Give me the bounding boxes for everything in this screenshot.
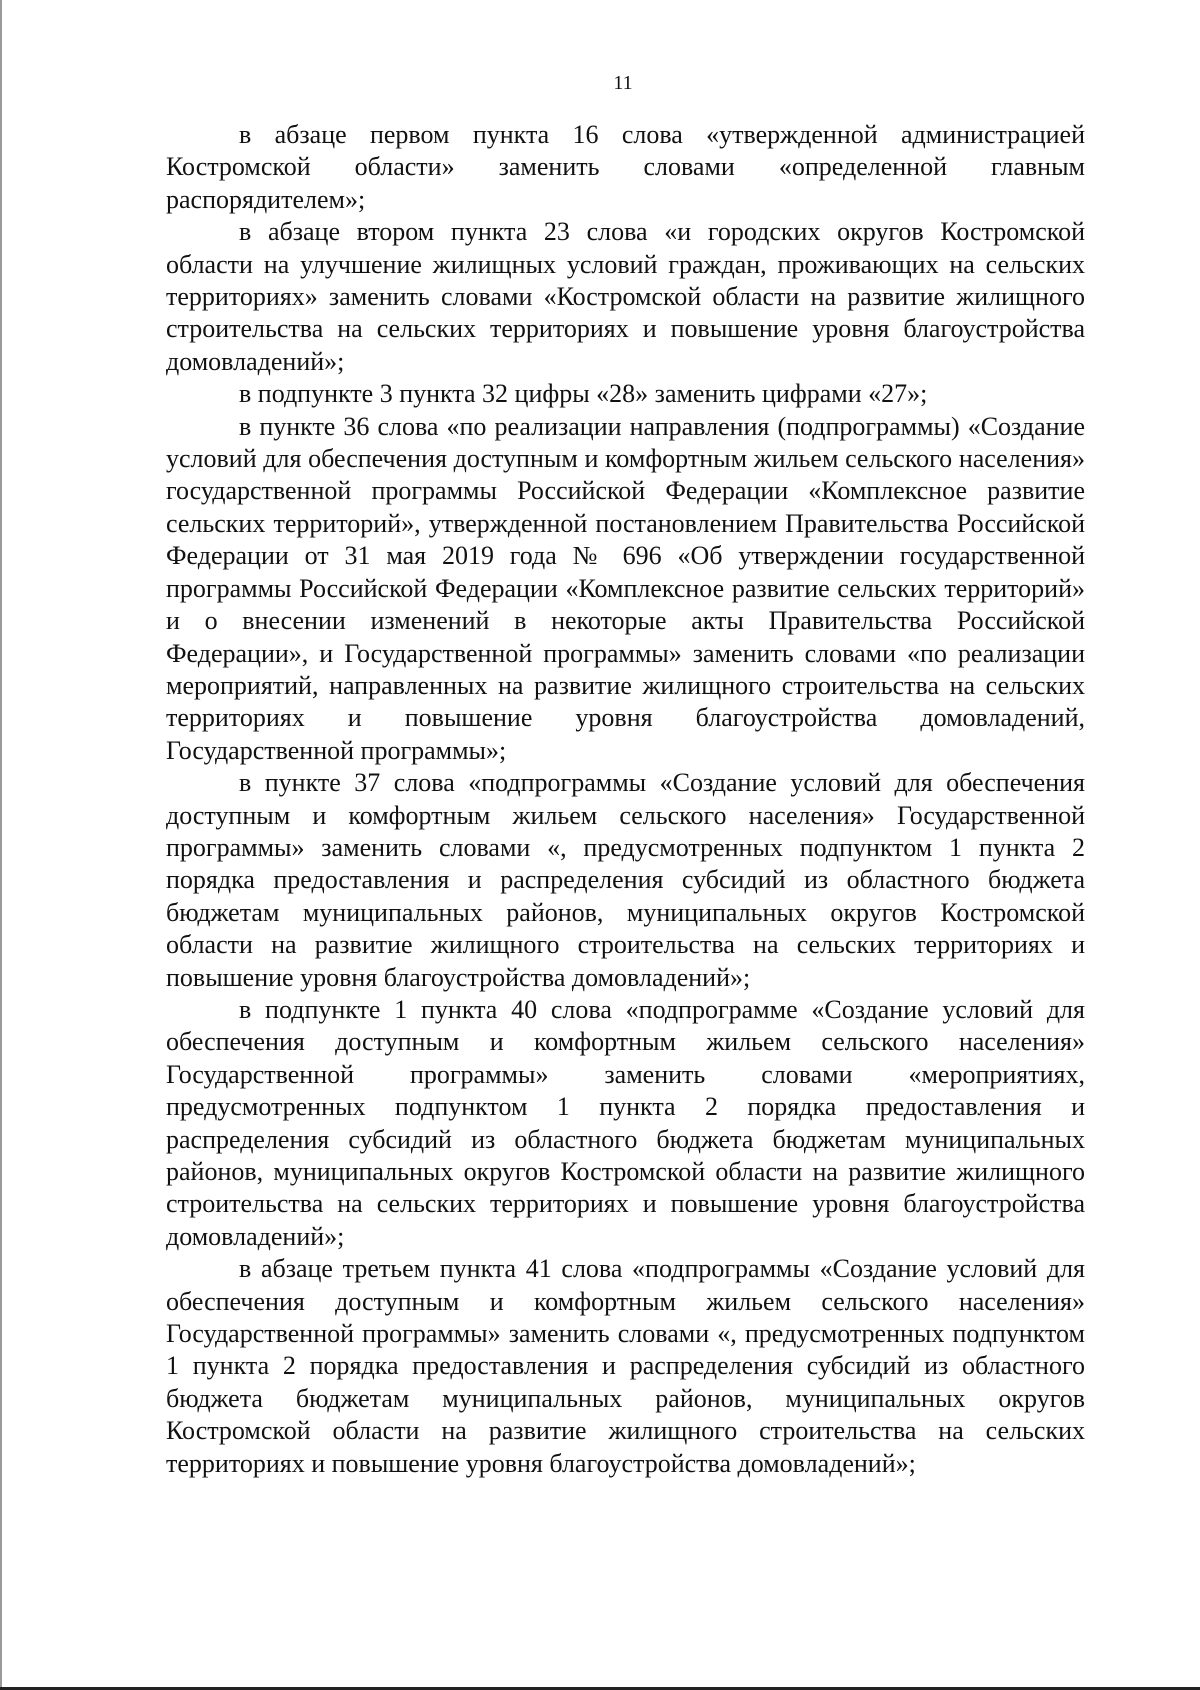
scan-edge-left xyxy=(0,0,2,1690)
paragraph-3: в подпункте 3 пункта 32 цифры «28» заменить цифрами «27»; xyxy=(239,379,928,409)
paragraph-7: в абзаце третьем пункта 41 слова «подпрограммы «Создание условий для обеспечения доступным и комфортным жильем сельского населения» Государственной программы» заменить словами «, предусмотренных подпунктом 1 пункта 2 порядка предоставления и распределения субсидий из областного бюджета бюджетам муниципальных районов, муниципальных округов Костромской области на развитие жилищного строительства на сельских территориях и повышение уровня благоустройства домовладений»; xyxy=(166,1254,1085,1478)
paragraph-4: в пункте 36 слова «по реализации направления (подпрограммы) «Создание условий для обеспечения доступным и комфортным жильем сельского населения» государственной программы Российской Федерации «Комплексное развитие сельских территорий», утвержденной постановлением Правительства Российской Федерации от 31 мая 2019 года № 696 «Об утверждении государственной программы Российской Федерации «Комплексное развитие сельских территорий» и о внесении изменений в некоторые акты Правительства Российской Федерации», и Государственной программы» заменить словами «по реализации мероприятий, направленных на развитие жилищного строительства на сельских территориях и повышение уровня благоустройства домовладений, Государственной программы»; xyxy=(166,411,1085,765)
paragraph-5: в пункте 37 слова «подпрограммы «Создание условий для обеспечения доступным и комфортным жильем сельского населения» Государственной программы» заменить словами «, предусмотренных подпунктом 1 пункта 2 порядка предоставления и распределения субсидий из областного бюджета бюджетам муниципальных районов, муниципальных округов Костромской области на развитие жилищного строительства на сельских территориях и повышение уровня благоустройства домовладений»; xyxy=(166,768,1085,992)
paragraph-6: в подпункте 1 пункта 40 слова «подпрограмме «Создание условий для обеспечения доступным и комфортным жильем сельского населения» Государственной программы» заменить словами «мероприятиях, предусмотренных подпунктом 1 пункта 2 порядка предоставления и распределения субсидий из областного бюджета бюджетам муниципальных районов, муниципальных округов Костромской области на развитие жилищного строительства на сельских территориях и повышение уровня благоустройства домовладений»; xyxy=(166,994,1085,1251)
document-body xyxy=(166,119,1085,1480)
page-number: 11 xyxy=(613,72,633,94)
paragraph-1: в абзаце первом пункта 16 слова «утвержденной администрацией Костромской области» заменить словами «определенной главным распорядителем»; xyxy=(166,120,1085,214)
paragraph-2: в абзаце втором пункта 23 слова «и городских округов Костромской области на улучшение жилищных условий граждан, проживающих на сельских территориях» заменить словами «Костромской области на развитие жилищного строительства на сельских территориях и повышение уровня благоустройства домовладений»; xyxy=(166,217,1085,376)
